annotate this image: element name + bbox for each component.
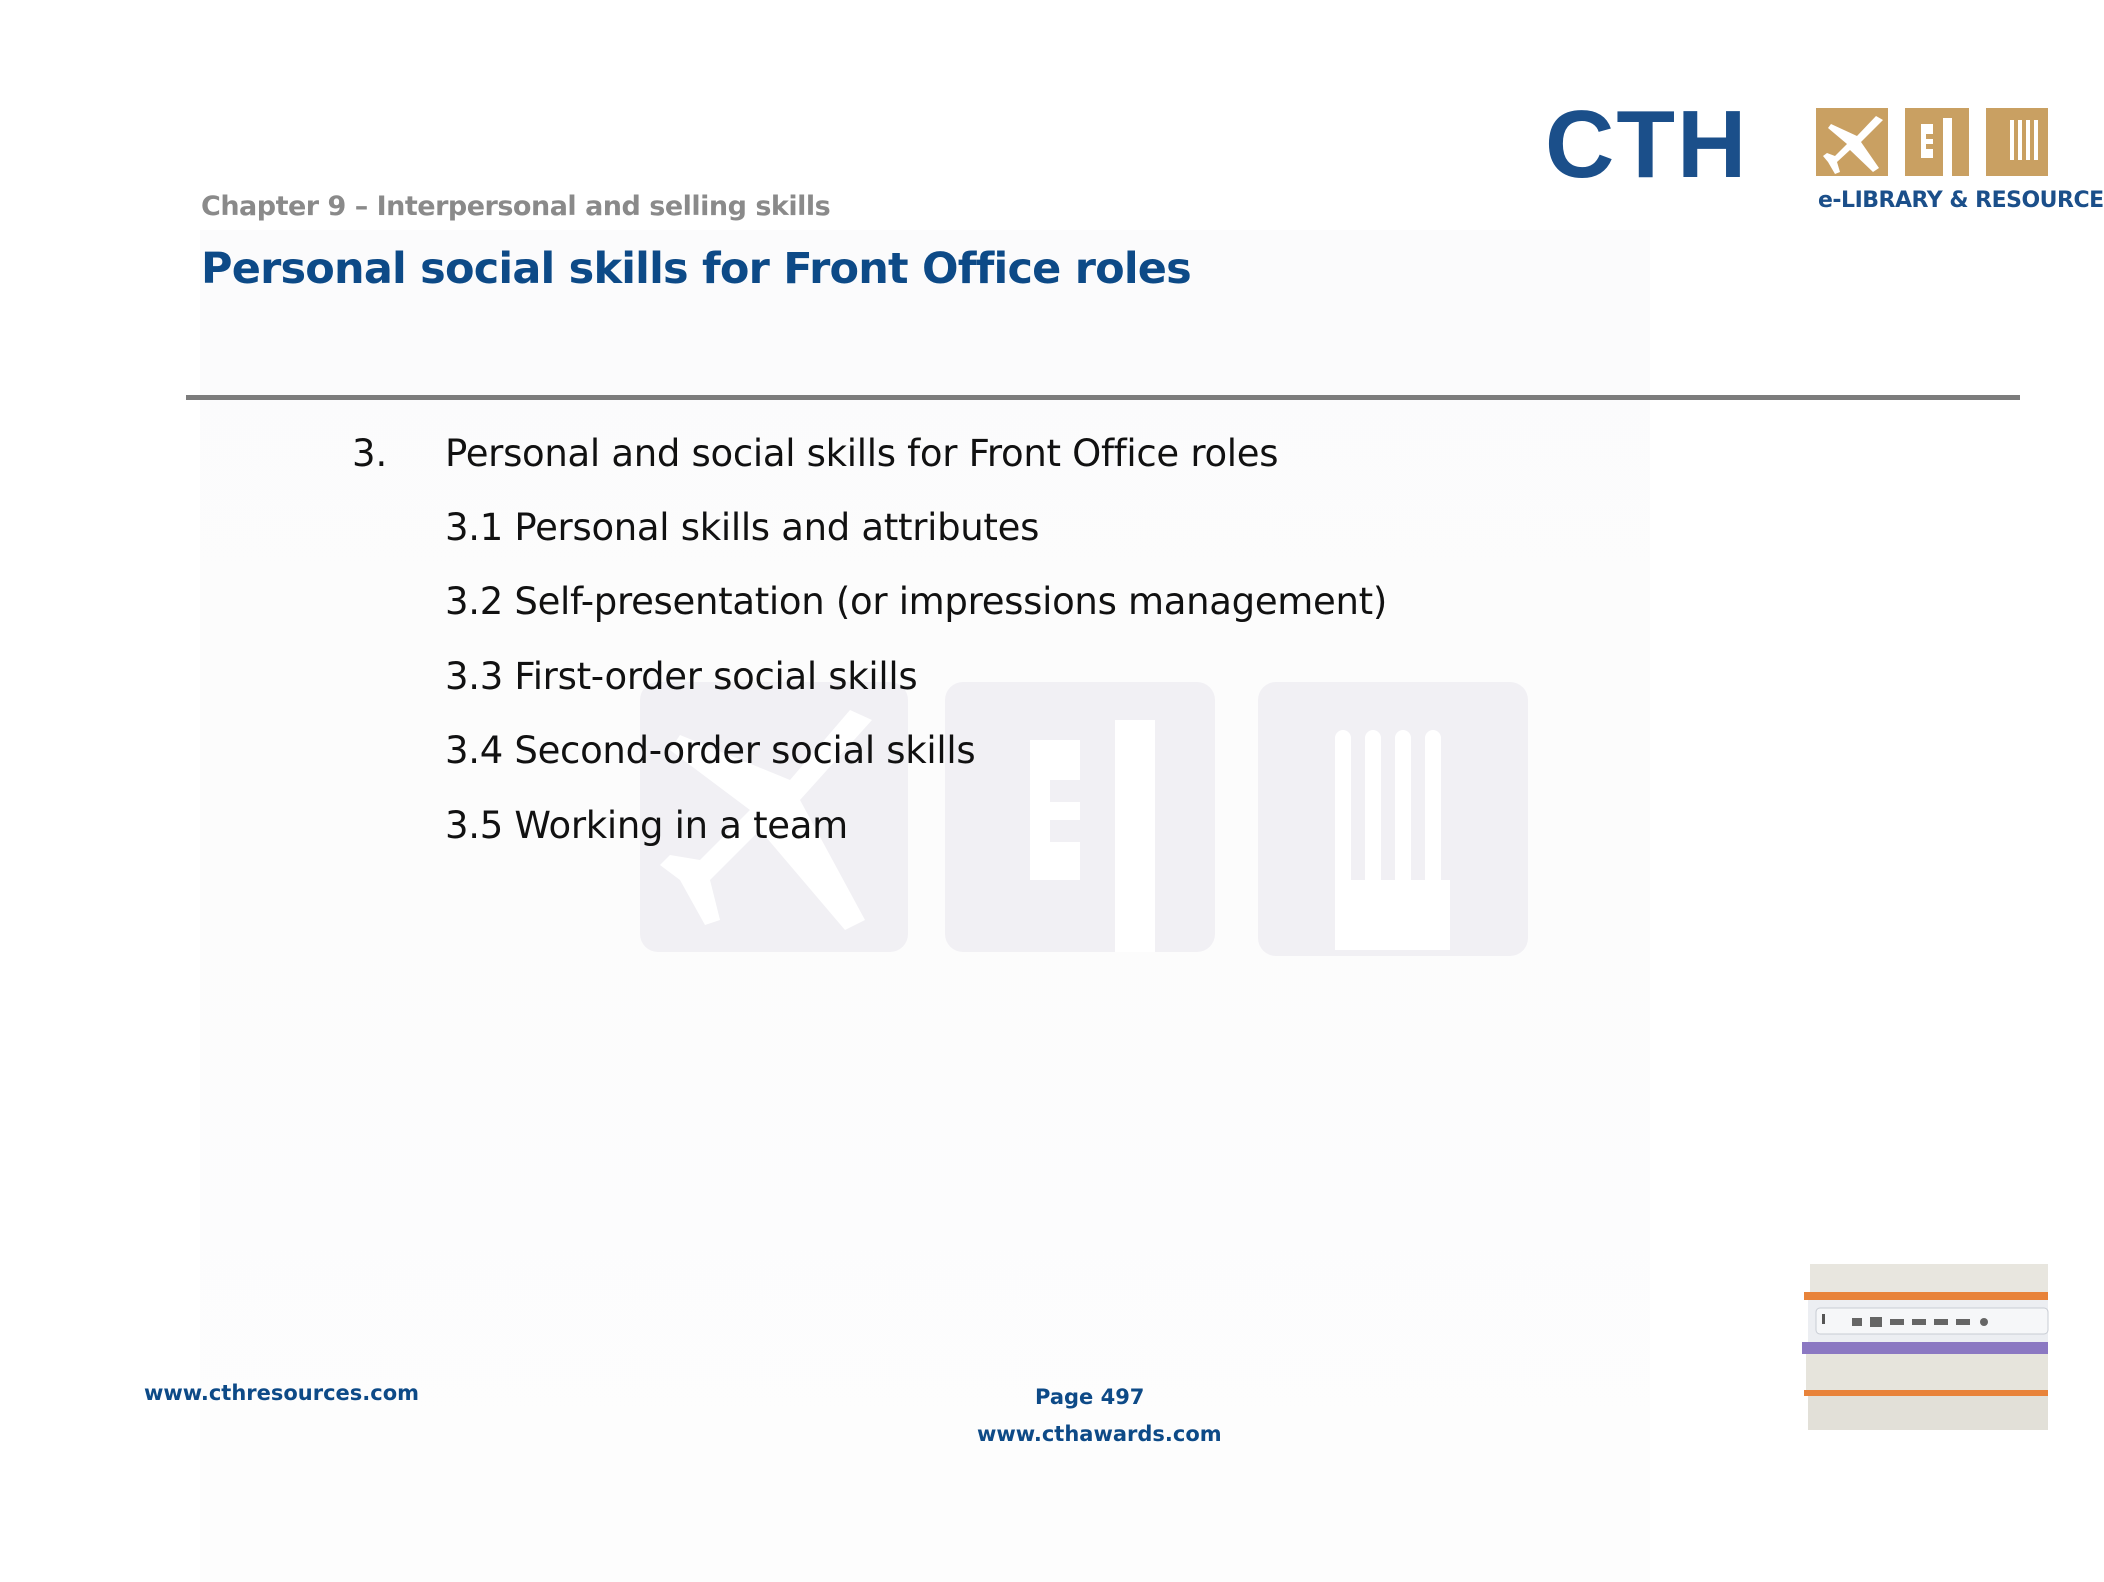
- footer-resources-link[interactable]: www.cthresources.com: [144, 1381, 420, 1405]
- toc-item: 3.3 First-order social skills: [445, 655, 918, 698]
- page-number: Page 497: [1035, 1385, 1145, 1409]
- page-title: Personal social skills for Front Office roles: [201, 244, 1191, 294]
- footer-awards-link[interactable]: www.cthawards.com: [977, 1422, 1222, 1446]
- toc-item: 3.5 Working in a team: [445, 804, 848, 847]
- fork-icon: [1986, 108, 2048, 176]
- books-illustration: [1800, 1262, 2048, 1432]
- section-heading: Personal and social skills for Front Office roles: [445, 432, 1279, 475]
- logo-wordmark: CTH: [1545, 91, 1749, 198]
- chapter-label: Chapter 9 – Interpersonal and selling skills: [201, 191, 831, 222]
- section-number: 3.: [352, 432, 388, 475]
- toc-item: 3.4 Second-order social skills: [445, 729, 976, 772]
- logo-tagline: e-LIBRARY & RESOURCE: [1818, 188, 2104, 213]
- toc-item: 3.1 Personal skills and attributes: [445, 506, 1040, 549]
- building-icon: [1905, 108, 1969, 176]
- toc-item: 3.2 Self-presentation (or impressions management): [445, 580, 1388, 623]
- header-divider: [186, 395, 2020, 400]
